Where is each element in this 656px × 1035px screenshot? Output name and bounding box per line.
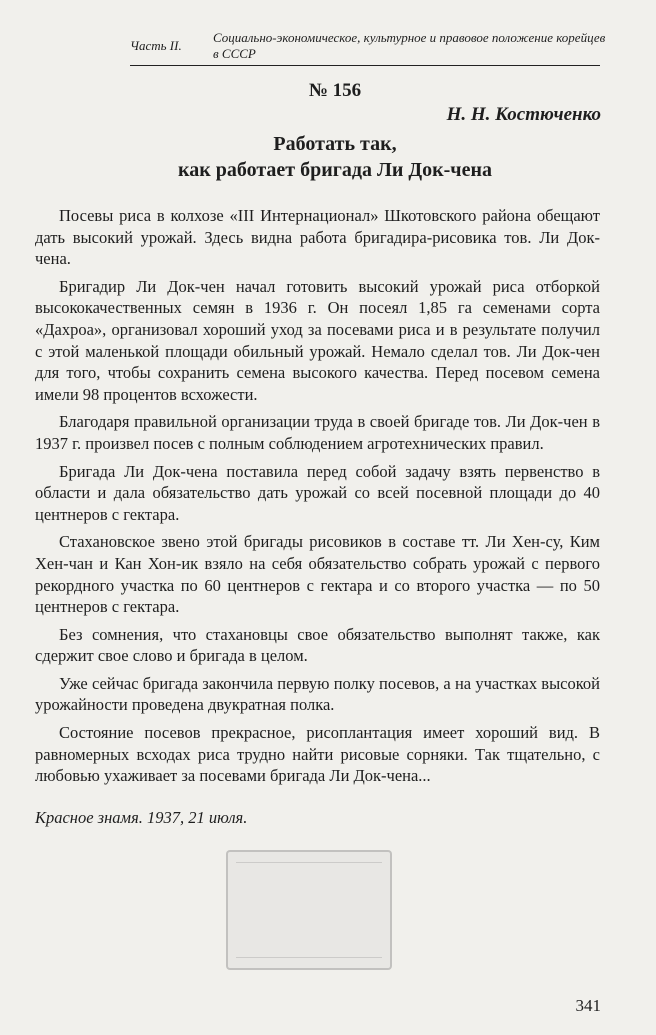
paragraph: Бригада Ли Док-чена поставила перед собой задачу взять первенство в области и дала обязательство дать урожай со всей посевной площади до 40 центнеров с гектара. [35,461,600,524]
document-number: № 156 [308,80,362,101]
paragraph: Состояние посевов прекрасное, рисоплантация имеет хороший вид. В равномерных всходах риса трудно найти рисовые сорняки. Так тщательно, с любовью ухаживает за посевами бригада Ли Док-чена... [35,723,600,786]
document-title-line-1: Работать так, [273,133,397,155]
running-header-topic: Социально-экономическое, культурное и правовое положение корейцев в СССР [213,30,606,61]
document-source: Красное знамя. 1937, 21 июля. [35,808,248,827]
paragraph: Стахановское звено этой бригады рисовиков в составе тт. Ли Хен-су, Ким Хен-чан и Кан Хон-ик взяло на себя обязательство собрать урожай с первого рекордного участка по 60 центнеров с гектара и со второго участка — по 50 центнеров с гектара. [35,532,600,617]
paragraph: Уже сейчас бригада закончила первую полку посевов, а на участках высокой урожайности проведена двукратная полка. [35,673,600,715]
document-body [35,205,600,793]
running-header-part: Часть II. [130,38,182,53]
page-number: 341 [575,996,601,1015]
paragraph: Посевы риса в колхозе «III Интернационал» Шкотовского района обещают дать высокий урожай. Здесь видна работа бригадира-рисовика тов. Ли Док-чена. [35,206,600,269]
header-rule [130,65,600,66]
document-title-line-2: как работает бригада Ли Док-чена [177,159,492,181]
paragraph: Без сомнения, что стахановцы свое обязательство выполнят также, как сдержит свое слово и бригада в целом. [35,624,600,666]
paragraph: Бригадир Ли Док-чен начал готовить высокий урожай риса отборкой высококачественных семян в 1936 г. Он посеял 1,85 га семенами сорта «Дахроа», организовал хороший уход за посевами риса и в результате получил с этой маленькой площади обильный урожай. Немало сделал тов. Ли Док-чен для того, чтобы сохранить семена высокого качества. Перед посевом семена имели 98 процентов всхожести. [35,276,600,404]
library-stamp-frame [236,862,382,958]
document-author: Н. Н. Костюченко [446,104,601,125]
library-stamp [226,850,392,970]
paragraph: Благодаря правильной организации труда в своей бригаде тов. Ли Док-чен в 1937 г. произвел посев с полным соблюдением агротехнических правил. [35,412,600,453]
document-title [0,131,656,183]
